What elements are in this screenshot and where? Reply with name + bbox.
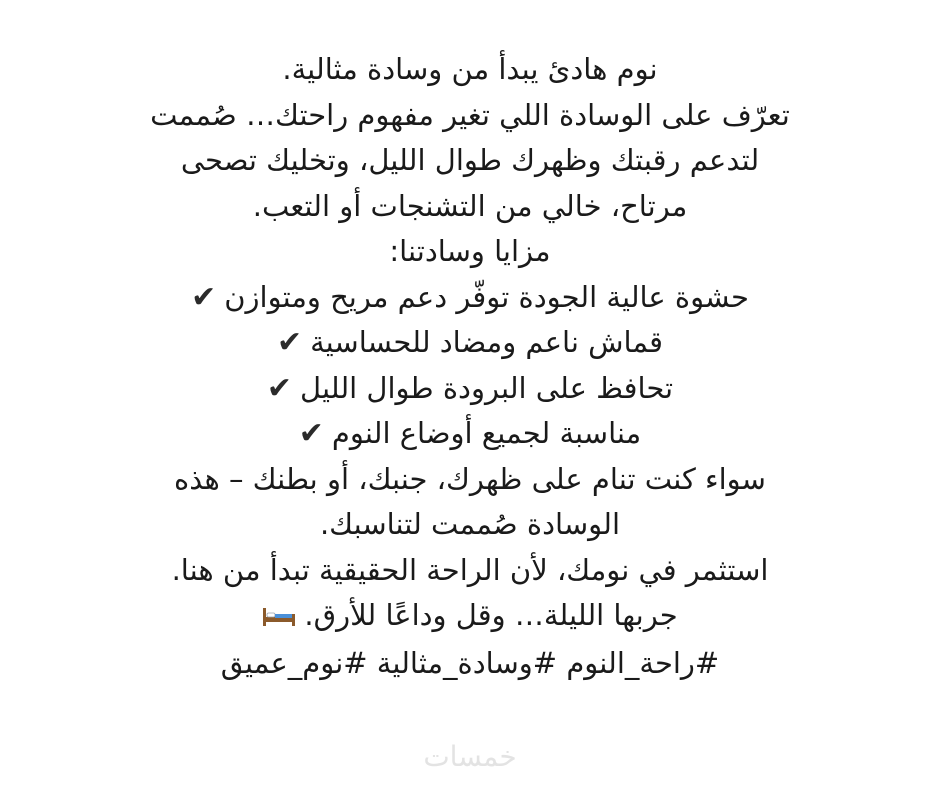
intro-line-3: مرتاح، خالي من التشنجات أو التعب. (252, 188, 688, 223)
hashtags: #راحة_النوم #وسادة_مثالية #نوم_عميق (220, 645, 720, 680)
feature-text: مناسبة لجميع أوضاع النوم (331, 416, 642, 450)
feature-item (40, 411, 900, 457)
check-mark-icon: ✔ (266, 370, 292, 406)
post-title: نوم هادئ يبدأ من وسادة مثالية. (282, 52, 658, 86)
feature-text: تحافظ على البرودة طوال الليل (300, 370, 674, 405)
watermark-logo: خمسات (423, 740, 517, 773)
body-line-3: استثمر في نومك، لأن الراحة الحقيقية تبدأ من هنا. (171, 552, 769, 587)
check-mark-icon: ✔ (298, 416, 324, 451)
feature-item (40, 366, 900, 412)
feature-text: قماش ناعم ومضاد للحساسية (310, 325, 664, 359)
bed-icon (262, 595, 296, 641)
intro-line-2: لتدعم رقبتك وظهرك طوال الليل، وتخليك تصحى (180, 143, 760, 177)
features-heading: مزايا وسادتنا: (389, 234, 551, 268)
feature-item (40, 320, 900, 366)
check-mark-icon: ✔ (276, 325, 303, 360)
check-mark-icon: ✔ (191, 279, 217, 315)
cta-text: جربها الليلة… وقل وداعًا للأرق. (304, 598, 678, 632)
intro-line-1: تعرّف على الوسادة اللي تغير مفهوم راحتك… صُممت (150, 97, 790, 132)
body-line-1: سواء كنت تنام على ظهرك، جنبك، أو بطنك – هذه (174, 461, 766, 496)
feature-item (40, 275, 900, 321)
feature-text: حشوة عالية الجودة توفّر دعم مريح ومتوازن (224, 279, 749, 314)
cta-line (40, 593, 900, 641)
post-text (40, 47, 900, 686)
body-line-2: الوسادة صُممت لتناسبك. (319, 507, 621, 541)
